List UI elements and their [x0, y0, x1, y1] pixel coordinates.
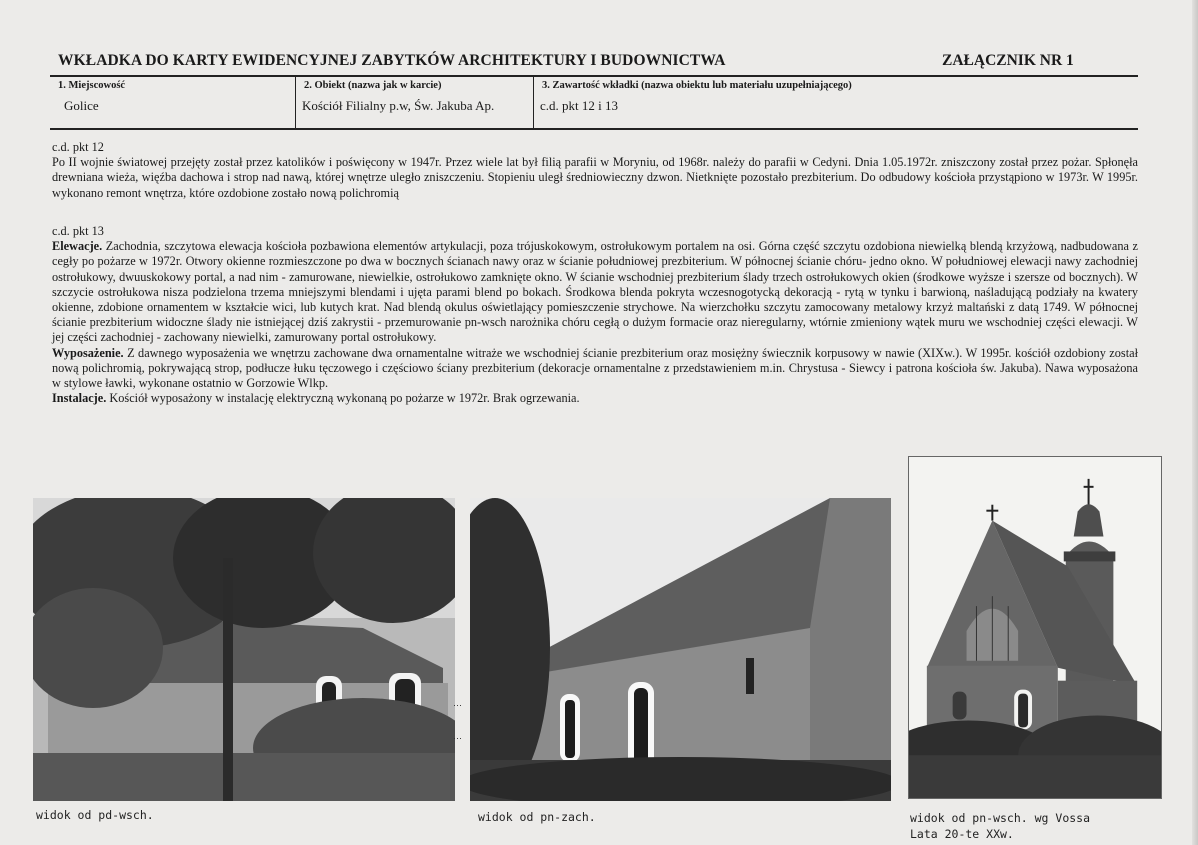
paragraph-instalacje	[52, 391, 1138, 406]
field-contents-value: c.d. pkt 12 i 13	[540, 98, 618, 113]
photo-caption-southeast: widok od pd-wsch.	[36, 808, 154, 822]
wyposazenie-text: Z dawnego wyposażenia we wnętrzu zachowane dwa ornamentalne witraże we wschodniej ścianie prezbiterium oraz mosiężny świecznik korpusowy w nawie (XIXw.). W 1995r. kościół ozdobiony został nową polichromią, pokrywającą strop, podłucze łuku tęczowego i częściowo ściany prezbiterium (dekoracje ornamentalne z przedstawieniem m.in. Chrystusa - Siewcy i patrona kościoła św. Jakuba). Nawa wyposażona w stylowe ławki, wykonane ostatnio w Gorzowie Wlkp.	[52, 345, 1138, 391]
field-object-label: 2. Obiekt (nazwa jak w karcie)	[304, 80, 442, 91]
wyposazenie-label: Wyposażenie.	[52, 345, 124, 360]
instalacje-label: Instalacje.	[52, 391, 107, 406]
elewacje-text: Zachodnia, szczytowa elewacja kościoła pozbawiona elementów artykulacji, poza trójuskokowym, ostrołukowym portalem na osi. Górna część szczytu ozdobiona niewielką blendą krzyżową, nadbudowana z cegły po pożarze w 1972r. Otwory okienne rozmieszczone po dwa w bocznych ścianach nawy oraz w ścianie południowej prezbiterium. W północnej ścianie chóru- jedno okno. W południowej elewacji nawy zachodniej ostrołukowy, dwuuskokowy portal, a nad nim - zamurowane, niewielkie, ostrołukowo zamknięte okno. W ścianie wschodniej prezbiterium ślady trzech ostrołukowych okien (środkowe wyższe i szersze od bocznych). W szczycie ostrołukowa nisza podzielona trzema mniejszymi blendami i ujęta parami blend po bokach. Środkowa blenda pokryta wczesnogotycką dekoracją - rytą w tynku i barwioną, naśladującą podziały na kwatery okienne, zdobione ornamentem w kształcie wici, lub kutych krat. Nad blendą okulus oświetlający pomieszczenie strychowe. Na wierzchołku szczytu zamocowany metalowy krzyż maltański z datą 1749. W północnej ścianie prezbiterium widoczne ślady nie istniejącej dziś zakrystii - przemurowanie pn-wsch narożnika chóru cegłą o dużym formacie oraz nieregularny, wtórnie zmieniony wątek muru we wschodniej części elewacji. W jej części zachodniej - zachowany niewielki, zamurowany portal ostrołukowy.	[52, 239, 1138, 345]
field-object	[296, 77, 534, 128]
field-locality-label: 1. Miejscowość	[58, 80, 126, 91]
paragraph-wyposazenie	[52, 346, 1138, 392]
photo-view-northwest	[470, 498, 891, 801]
section-pkt-13-heading: c.d. pkt 13	[52, 224, 104, 238]
annex-label: ZAŁĄCZNIK NR 1	[942, 52, 1074, 69]
photo-caption-historic-line2: Lata 20-te XXw.	[910, 827, 1014, 841]
paragraph-elewacje	[52, 239, 1138, 345]
sheet-edge	[1192, 0, 1198, 845]
field-contents-label: 3. Zawartość wkładki (nazwa obiektu lub materiału uzupełniającego)	[542, 80, 852, 91]
photo-divider-dots: ⋯	[453, 700, 463, 710]
photo-caption-historic	[910, 810, 1090, 842]
photo-caption-northwest: widok od pn-zach.	[478, 810, 596, 824]
section-pkt-12	[52, 140, 1138, 201]
document-title: WKŁADKA DO KARTY EWIDENCYJNEJ ZABYTKÓW ARCHITEKTURY I BUDOWNICTWA	[58, 52, 726, 69]
instalacje-text: Kościół wyposażony w instalację elektryczną wykonaną po pożarze w 1972r. Brak ogrzewania.	[106, 391, 580, 406]
section-pkt-13	[52, 224, 1138, 406]
elewacje-label: Elewacje.	[52, 239, 103, 254]
photo-historic-engraving	[908, 456, 1162, 799]
field-object-value: Kościół Filialny p.w, Św. Jakuba Ap.	[302, 98, 495, 113]
section-pkt-12-text: Po II wojnie światowej przejęty został przez katolików i poświęcony w 1947r. Przez wiele lat był filią parafii w Moryniu, od 1968r. należy do parafii w Cedyni. Dnia 1.05.1972r. zniszczony został przez pożar. Spłonęła drewniana wieża, więźba dachowa i strop nad nawą, której wnętrze uległo zniszczeniu. Stopieniu uległ średniowieczny dzwon. Nietknięte pozostało prezbiterium. Do odbudowy kościoła przystąpiono w 1973r. W 1995r. wykonano remont wnętrza, które ozdobione zostało nową polichromią	[52, 155, 1138, 200]
photo-divider-dots: ⋯	[453, 733, 463, 743]
photo-view-southeast	[33, 498, 455, 801]
photo-caption-historic-line1: widok od pn-wsch. wg Vossa	[910, 811, 1091, 825]
field-locality-value: Golice	[64, 98, 99, 113]
section-pkt-12-heading: c.d. pkt 12	[52, 140, 104, 154]
field-contents	[534, 77, 1138, 128]
header-table	[50, 75, 1138, 130]
field-locality	[50, 77, 296, 128]
